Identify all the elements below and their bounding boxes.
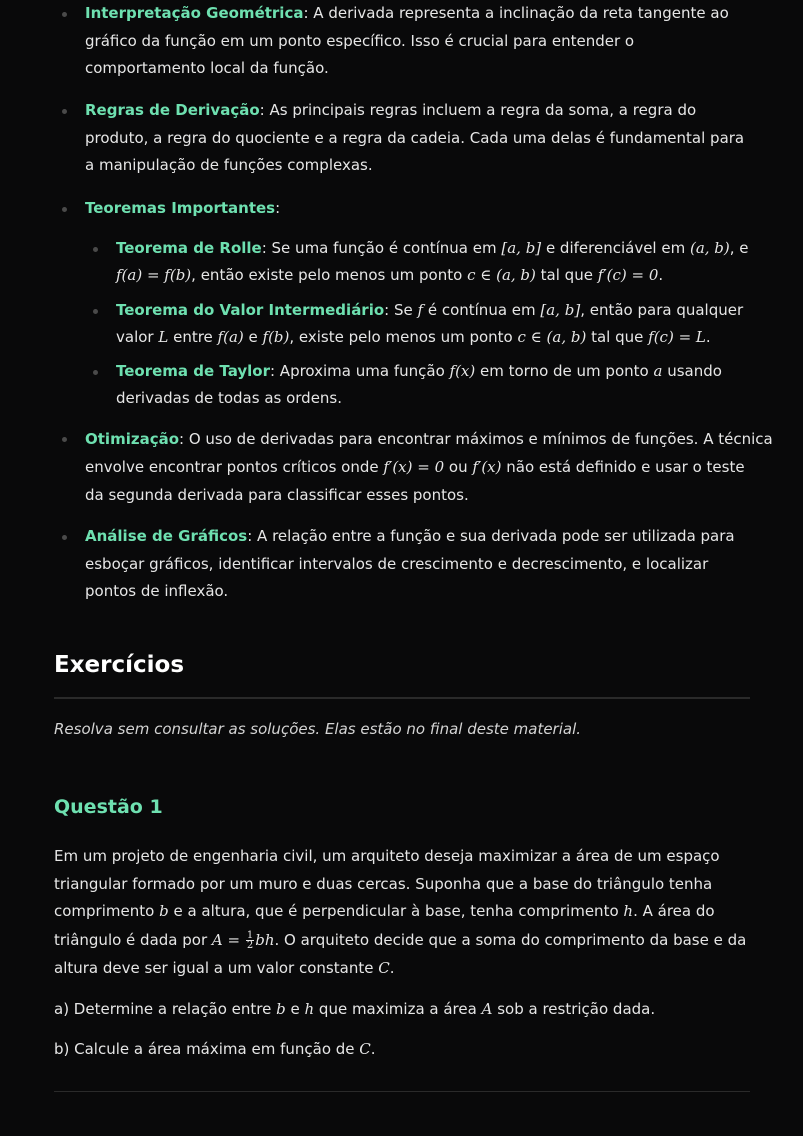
question-part-b: b) Calcule a área máxima em função de C. <box>54 1040 376 1058</box>
divider <box>54 697 750 699</box>
list-item: Análise de Gráficos: A relação entre a função e sua derivada pode ser utilizada para esboçar gráficos, identificar intervalos de crescimento e decrescimento, e localizar pontos de inflexão. <box>85 527 735 600</box>
list-item: Teoremas Importantes: <box>85 199 281 217</box>
list-item: Interpretação Geométrica: A derivada representa a inclinação da reta tangente ao gráfico da função em um ponto específico. Isso é crucial para entender o comportamento local da função. <box>85 4 729 77</box>
fraction: $\frac{1}{2}$ <box>246 929 254 951</box>
instructions-note: Resolva sem consultar as soluções. Elas estão no final deste material. <box>54 720 582 738</box>
bullet <box>62 437 67 442</box>
list-item: Regras de Derivação: As principais regras incluem a regra da soma, a regra do produto, a regra do quociente e a regra da cadeia. Cada uma delas é fundamental para a manipulação de funções complexas. <box>85 101 745 174</box>
bullet <box>62 109 67 114</box>
list-item: Otimização: O uso de derivadas para encontrar máximos e mínimos de funções. A técnica envolve encontrar pontos críticos onde f′(x) = 0 ou f′(x) não está definido e usar o teste da segunda derivada para classificar esses pontos. <box>85 430 773 504</box>
sub-bullet <box>93 370 98 375</box>
term: Interpretação Geométrica <box>85 4 304 22</box>
section-heading: Exercícios <box>54 652 185 678</box>
bullet <box>62 207 67 212</box>
divider <box>54 1091 750 1092</box>
sub-list-item-rolle: Teorema de Rolle: Se uma função é contínua em [a, b] e diferenciável em (a, b), e f(a) = f(b), então existe pelo menos um ponto c ∈ (a, b) tal que f′(c) = 0. <box>116 239 749 284</box>
bullet <box>62 12 67 17</box>
question-body: Em um projeto de engenharia civil, um arquiteto deseja maximizar a área de um espaço triangular formado por um muro e duas cercas. Suponha que a base do triângulo tenha comprimento b e a altura, que é perpendicular à base, tenha comprimento h. A área do triângulo é dada por A = $\frac{1}{2}$ bh. O arquiteto decide que a soma do comprimento da base e da altura deve ser igual a um valor constante C. <box>54 847 747 977</box>
question-title: Questão 1 <box>54 796 163 818</box>
sub-bullet <box>93 247 98 252</box>
question-part-a: a) Determine a relação entre b e h que maximiza a área A sob a restrição dada. <box>54 1000 656 1018</box>
sub-list-item-taylor: Teorema de Taylor: Aproxima uma função f(x) em torno de um ponto a usando derivadas de todas as ordens. <box>116 362 722 407</box>
sub-list-item-tvi: Teorema do Valor Intermediário: Se f é contínua em [a, b], então para qualquer valor L entre f(a) e f(b), existe pelo menos um ponto c ∈ (a, b) tal que f(c) = L. <box>116 301 744 346</box>
sub-bullet <box>93 309 98 314</box>
term: Regras de Derivação <box>85 101 260 119</box>
term: Análise de Gráficos <box>85 527 248 545</box>
bullet <box>62 535 67 540</box>
term: Teoremas Importantes <box>85 199 276 217</box>
